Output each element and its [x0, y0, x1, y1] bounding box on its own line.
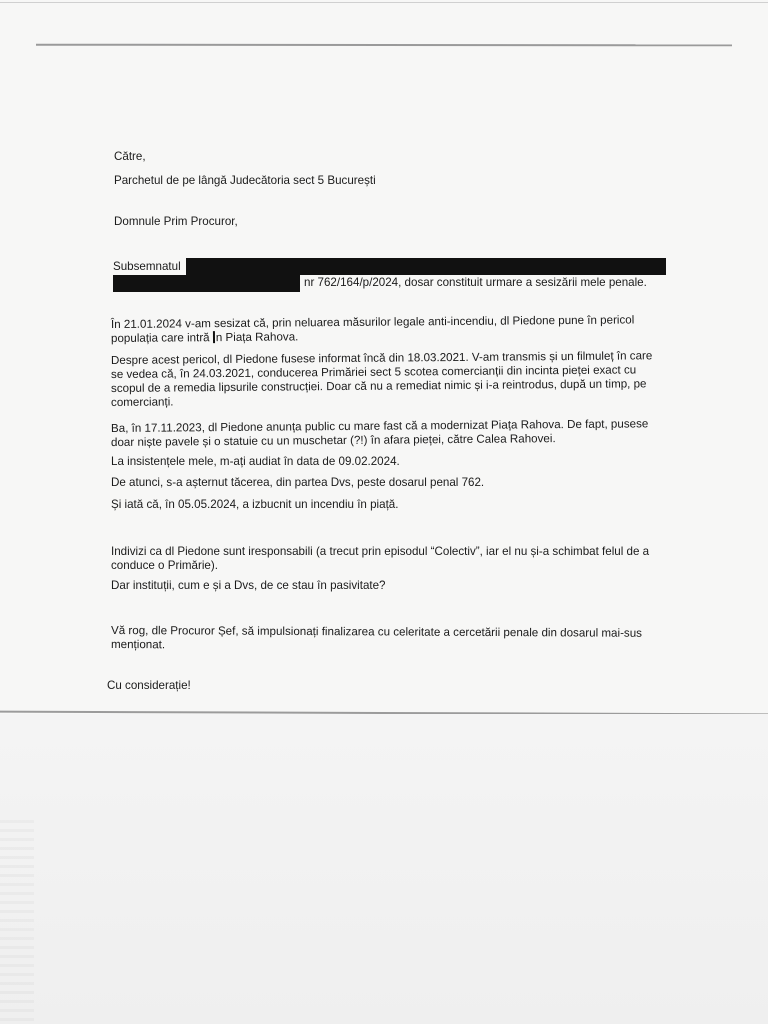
salutation: Domnule Prim Procuror, — [114, 215, 238, 228]
redaction-bar-2 — [113, 275, 300, 292]
paragraph-1-text-b: n Piața Rahova. — [215, 330, 299, 345]
undersigned-label: Subsemnatul — [113, 260, 181, 273]
paragraph-2-line-3: scopul de a remedia lipsurile construcției. Doar că nu a remediat nimic și i-a reintrodus, după un timp, pe — [110, 377, 647, 395]
paragraph-7-line-1: Indivizi ca dl Piedone sunt iresponsabili (a trecut prin episodul “Colectiv”, iar el nu și-a schimbat felul de a — [111, 545, 650, 558]
paragraph-2-line-1: Despre acest pericol, dl Piedone fusese informat încă din 18.03.2021. V-am transmis și un filmuleț în care — [110, 349, 653, 367]
paragraph-1-line-2 — [111, 330, 298, 346]
paragraph-8: Dar instituții, cum e și a Dvs, de ce stau în pasivitate? — [111, 579, 386, 592]
redaction-bar-1 — [186, 258, 666, 275]
paragraph-9-line-2: menționat. — [110, 638, 166, 652]
paragraph-6: Și iată că, în 05.05.2024, a izbucnit un incendiu în piață. — [111, 498, 399, 511]
scan-noise — [0, 820, 34, 1024]
paragraph-2-line-2: se vedea că, în 24.03.2021, conducerea Primăriei sect 5 scotea comercianții din incinta pieței exact cu — [110, 363, 637, 381]
paragraph-9-line-1: Vă rog, dle Procuror Șef, să impulsionați finalizarea cu celeritate a cercetării penale din dosarul mai-sus — [110, 624, 643, 640]
paragraph-7-line-2: conduce o Primărie). — [111, 559, 218, 572]
paragraph-3-line-1: Ba, în 17.11.2023, dl Piedone anunța public cu mare fast că a modernizat Piața Rahova. De fapt, pusese — [110, 417, 649, 435]
file-reference: nr 762/164/p/2024, dosar constituit urmare a sesizării mele penale. — [304, 276, 647, 289]
paragraph-5: De atunci, s-a așternut tăcerea, din partea Dvs, peste dosarul penal 762. — [111, 476, 485, 489]
paragraph-1-line-1: În 21.01.2024 v-am sesizat că, prin neluarea măsurilor legale anti-incendiu, dl Piedone pune în pericol — [110, 313, 635, 331]
closing: Cu considerație! — [107, 679, 191, 692]
underlying-sheet — [0, 714, 768, 1024]
paragraph-1-text-a: populația care intră — [110, 331, 213, 345]
paragraph-3-line-2: doar niște pavele și o statuie cu un muschetar (?!) în afara pieței, către Calea Rahovei. — [110, 432, 556, 449]
recipient-prefix: Către, — [114, 150, 146, 163]
paragraph-2-line-4: comercianți. — [110, 395, 174, 409]
paragraph-4: La insistențele mele, m-ați audiat în data de 09.02.2024. — [111, 455, 400, 468]
recipient-institution: Parchetul de pe lângă Judecătoria sect 5 București — [114, 174, 376, 187]
text-cursor-mark — [213, 331, 215, 343]
